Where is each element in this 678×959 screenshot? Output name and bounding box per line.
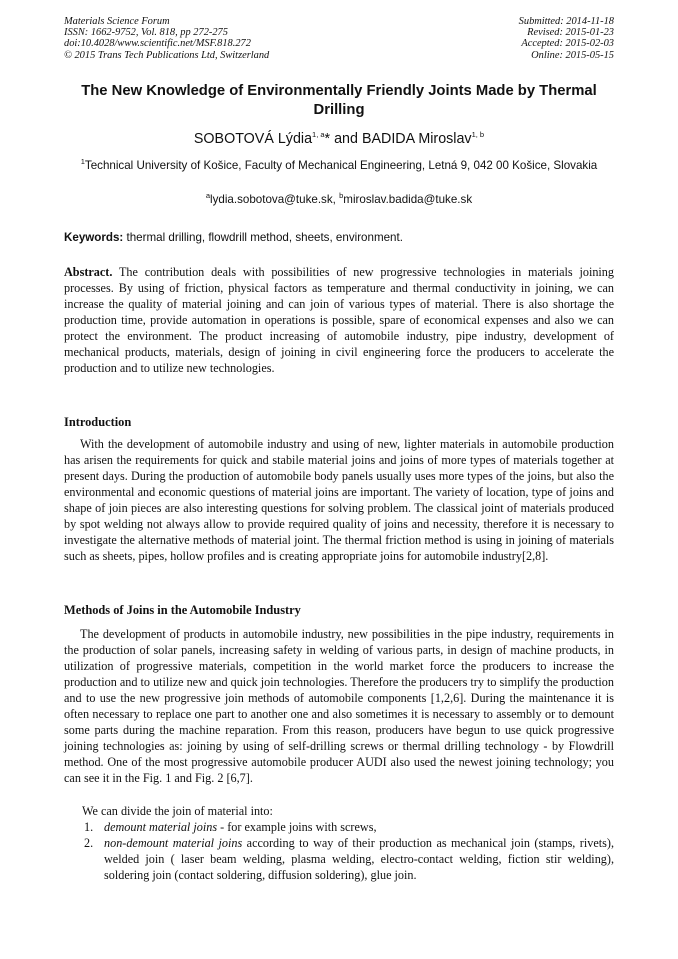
paper-title: The New Knowledge of Environmentally Friendly Joints Made by Thermal Drilling <box>81 83 597 118</box>
keywords-text: thermal drilling, flowdrill method, sheets, environment. <box>123 231 403 244</box>
submitted-date: Submitted: 2014-11-18 <box>518 16 614 27</box>
list-intro: We can divide the join of material into: <box>82 804 273 818</box>
author-separator: and <box>330 131 362 147</box>
keywords-label: Keywords: <box>64 231 124 244</box>
introduction-paragraph: With the development of automobile industry and using of new, lighter materials in automobile production has arisen the requirements for quick and stabile material joins and joins of more types of materials together at present days. During the production of automobile body panels usually uses more types of the joins, but also the environmental and economic questions of material joins are important. The variety of location, type of joins and shape of join pieces are also interesting questions for solving problem. The classical joint of materials produced by spot welding not always allow to provide required quality of joins and necessity, therefore it is necessary to investigate the alternative methods of material joint. The thermal friction method is using in joining of materials such as sheets, pipes, hollow profiles and is creating appropriate joins for automobile industry[2,8]. <box>64 437 614 563</box>
list-description: according to way of their production as mechanical join (stamps, rivets), welded join ( laser beam welding, plasma welding, electro-contact welding, fiction stir welding), soldering join (contact soldering, diffusion soldering), glue join. <box>104 836 614 882</box>
abstract <box>64 264 614 376</box>
list-item <box>64 835 614 883</box>
introduction-heading: Introduction <box>64 415 132 429</box>
list-description: - for example joins with screws, <box>217 820 377 834</box>
affiliation <box>70 158 608 174</box>
author-2-affiliation: 1, b <box>471 130 485 140</box>
revised-date: Revised: 2015-01-23 <box>527 27 614 39</box>
author-1: SOBOTOVÁ Lýdia <box>193 131 313 147</box>
email-a[interactable]: lydia.sobotova@tuke.sk <box>210 193 333 206</box>
journal-name: Materials Science Forum <box>64 16 170 27</box>
affiliation-text: Technical University of Košice, Faculty of Mechanical Engineering, Letná 9, 042 00 Košice, Slovakia <box>84 159 598 172</box>
issn-line: ISSN: 1662-9752, Vol. 818, pp 272-275 <box>64 27 228 39</box>
corresponding-mark: * <box>324 131 331 147</box>
list-number: 1. <box>84 820 94 834</box>
author-line <box>64 130 614 148</box>
list-term: demount material joins <box>104 820 218 834</box>
abstract-text: The contribution deals with possibilities of new progressive technologies in materials joining processes. By using of friction, physical factors as temperature and thermal conductivity in joining, we can increase the quality of material joining and can join of various types of material. There is also shortage the production time, provide automation in operations is possible, spare of economical expenses and also we can protect the environment. The product increasing of automobile industry, pipe industry, development of mechanical products, materials, design of joining in civil engineering force the producers to accelerate the production and to utilize new technologies. <box>64 265 614 375</box>
author-2: BADIDA Miroslav <box>361 131 472 147</box>
copyright-line: © 2015 Trans Tech Publications Ltd, Switzerland <box>64 49 270 61</box>
email-line <box>64 192 614 207</box>
methods-heading: Methods of Joins in the Automobile Industry <box>64 603 301 617</box>
email-a-mark: a <box>205 191 211 201</box>
list-term: non-demount material joins <box>104 836 243 850</box>
journal-info <box>64 16 269 61</box>
online-date: Online: 2015-05-15 <box>531 49 614 61</box>
accepted-date: Accepted: 2015-02-03 <box>521 38 614 50</box>
affiliation-number: 1 <box>80 157 85 167</box>
doi-line: doi:10.4028/www.scientific.net/MSF.818.272 <box>64 38 251 50</box>
keywords <box>64 230 614 245</box>
email-separator: , <box>332 193 340 206</box>
email-b-mark: b <box>339 191 344 201</box>
email-b[interactable]: miroslav.badida@tuke.sk <box>343 193 473 206</box>
list-item <box>64 819 614 835</box>
list-number: 2. <box>84 836 94 850</box>
join-types-list <box>64 819 614 883</box>
author-1-affiliation: 1, a <box>312 130 325 140</box>
methods-paragraph: The development of products in automobile industry, new possibilities in the pipe industry, requirements in the production of solar panels, increasing safety in welding of various parts, in design of machine products, in utilization of progressive materials, competition in the world market force the producers to increase the production and to utilize new and quick join technologies. Therefore the producers try to simplify the production and to use the new progressive join methods of automobile components [1,2,6]. During the maintenance it is often necessary to replace one part to another one and also sometimes it is necessary to assembly or to demount some parts during the machine reparation. From this reason, producers have begun to use quick progressive joining technologies as: joining by using of self-drilling screws or thermal drilling technology - by Flowdrill method. One of the most progressive automobile producer AUDI also used the newest joining technology; you can see it in the Fig. 1 and Fig. 2 [6,7]. <box>64 627 614 785</box>
abstract-label: Abstract. <box>64 265 113 279</box>
submission-dates <box>519 16 614 61</box>
